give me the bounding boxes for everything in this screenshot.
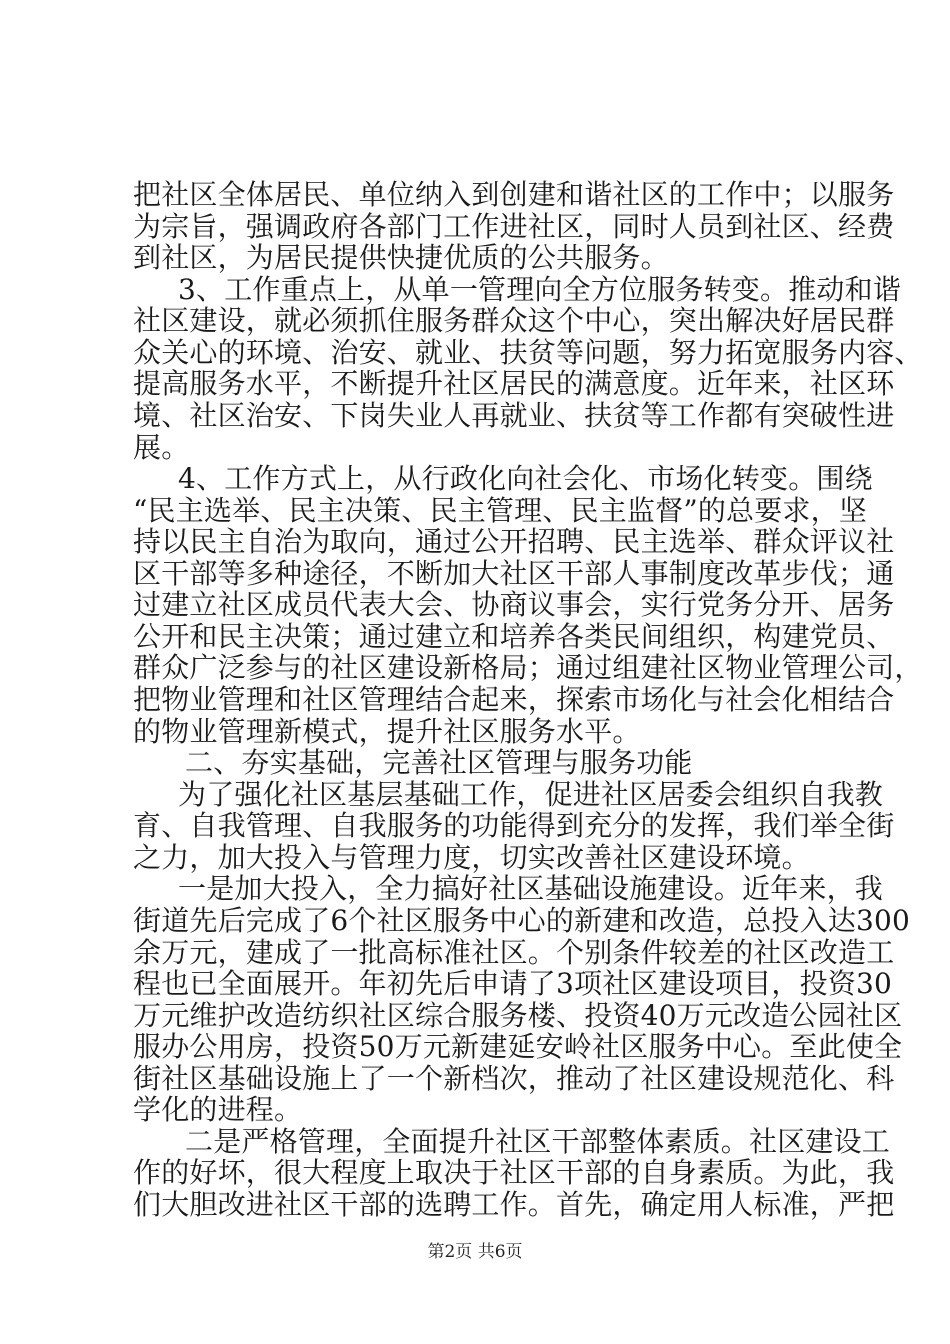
text-line: 万元维护改造纺织社区综合服务楼、投资40万元改造公园社区 [133, 999, 903, 1032]
text-line: 把物业管理和社区管理结合起来，探索市场化与社会化相结合 [133, 683, 895, 716]
text-line: 作的好坏，很大程度上取决于社区干部的自身素质。为此，我 [133, 1156, 895, 1189]
text-line: 众关心的环境、治安、就业、扶贫等问题，努力拓宽服务内容、 [133, 336, 923, 369]
text-line: 一是加大投入，全力搞好社区基础设施建设。近年来，我 [178, 872, 884, 905]
text-line: 育、自我管理、自我服务的功能得到充分的发挥，我们举全街 [133, 809, 895, 842]
text-line: 过建立社区成员代表大会、协商议事会，实行党务分开、居务 [133, 588, 895, 621]
text-line: 街道先后完成了6个社区服务中心的新建和改造，总投入达300 [133, 904, 911, 937]
text-line: 学化的进程。 [133, 1093, 303, 1126]
text-line: 3、工作重点上，从单一管理向全方位服务转变。推动和谐 [178, 273, 902, 306]
text-line: 二是严格管理，全面提升社区干部整体素质。社区建设工 [185, 1125, 891, 1158]
text-line: 4、工作方式上，从行政化向社会化、市场化转变。围绕 [178, 462, 873, 495]
text-line: 余万元，建成了一批高标准社区。个别条件较差的社区改造工 [133, 936, 895, 969]
text-line: 公开和民主决策；通过建立和培养各类民间组织，构建党员、 [133, 620, 895, 653]
text-line: 为了强化社区基层基础工作，促进社区居委会组织自我教 [178, 778, 884, 811]
text-line: 们大胆改进社区干部的选聘工作。首先，确定用人标准，严把 [133, 1188, 895, 1221]
text-line: 街社区基础设施上了一个新档次，推动了社区建设规范化、科 [133, 1062, 895, 1095]
text-line: 展。 [133, 431, 190, 464]
text-line: 的物业管理新模式，提升社区服务水平。 [133, 715, 641, 748]
text-line: 境、社区治安、下岗失业人再就业、扶贫等工作都有突破性进 [133, 399, 895, 432]
text-line: “民主选举、民主决策、民主管理、民主监督”的总要求，坚 [133, 494, 868, 527]
text-line: 区干部等多种途径，不断加大社区干部人事制度改革步伐；通 [133, 557, 895, 590]
text-line: 之力，加大投入与管理力度，切实改善社区建设环境。 [133, 841, 810, 874]
text-line: 群众广泛参与的社区建设新格局；通过组建社区物业管理公司， [133, 651, 923, 684]
page-footer: 第2页 共6页 [427, 1242, 523, 1262]
text-line: 程也已全面展开。年初先后申请了3项社区建设项目，投资30 [133, 967, 893, 1000]
section-heading: 二、夯实基础，完善社区管理与服务功能 [185, 746, 693, 779]
text-line: 把社区全体居民、单位纳入到创建和谐社区的工作中；以服务 [133, 178, 895, 211]
text-line: 社区建设，就必须抓住服务群众这个中心，突出解决好居民群 [133, 304, 895, 337]
text-line: 服办公用房，投资50万元新建延安岭社区服务中心。至此使全 [133, 1030, 903, 1063]
text-line: 为宗旨，强调政府各部门工作进社区，同时人员到社区、经费 [133, 210, 895, 243]
text-line: 到社区，为居民提供快捷优质的公共服务。 [133, 241, 669, 274]
text-line: 提高服务水平，不断提升社区居民的满意度。近年来，社区环 [133, 367, 895, 400]
text-line: 持以民主自治为取向，通过公开招聘、民主选举、群众评议社 [133, 525, 895, 558]
